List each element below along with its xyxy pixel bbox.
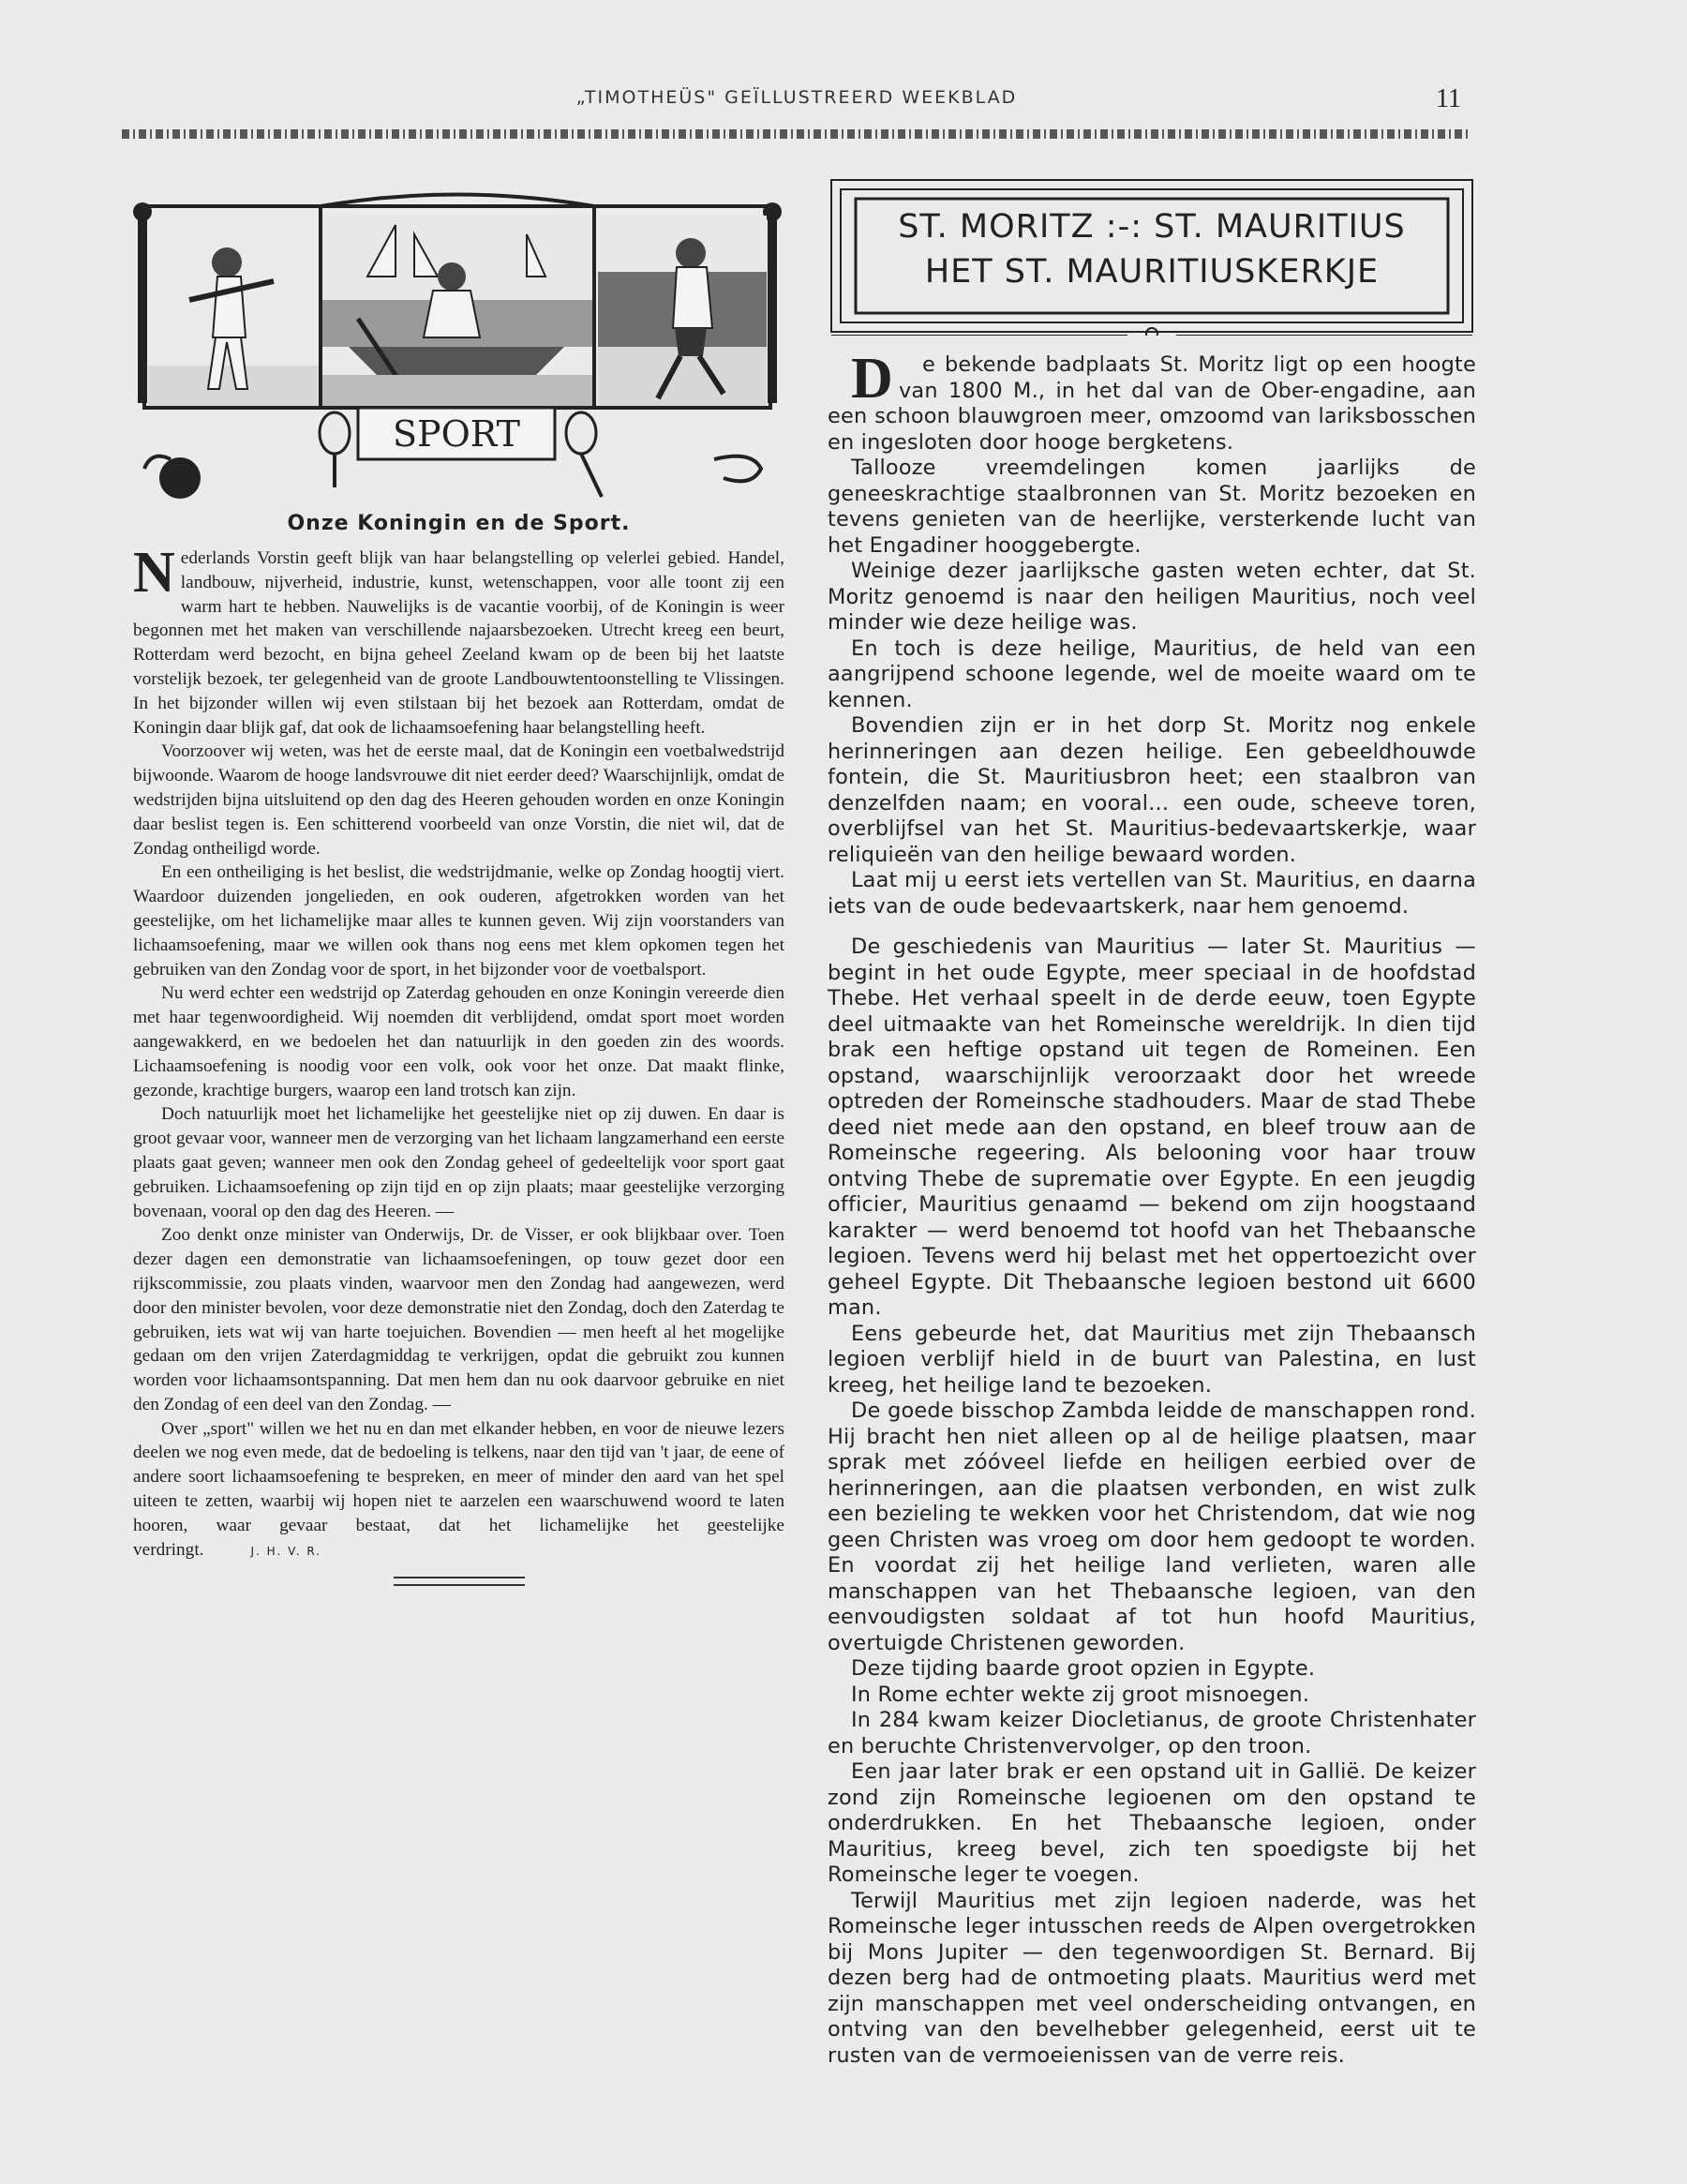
paragraph: De goede bisschop Zambda leidde de manschappen rond. Hij bracht hen niet alleen op al de heilige plaatsen, maar sprak met zóóveel liefde en heiligen eerbied over de herinneringen, aan die plaatsen verbonden, en wist zulk een bezieling te wekken voor het Christendom, dat wie nog geen Christen was vroeg om door hem gedoopt te worden. En voordat zij het heilige land verlieten, waren alle manschappen van het Thebaansche legioen, van den eenvoudigsten soldaat af tot hun hoofd Mauritius, overtuigde Christenen geworden. xyxy=(828,1399,1476,1655)
paragraph: En een ontheiliging is het beslist, die wedstrijdmanie, welke op Zondag hoogtij viert. Waardoor duizenden jongelieden, en ook ouderen, afgetrokken worden van het geestelijke, om het lichamelijke maar alles te kunnen geven. Wij zijn voorstanders van lichaamsoefening, maar we willen ook thans nog eens met klem opkomen tegen het gebruiken van den Zondag voor de sport, in het bijzonder voor de voetbalsport. xyxy=(133,862,784,980)
article-title: Onze Koningin en de Sport. xyxy=(287,512,631,535)
paragraph: Voorzoover wij weten, was het de eerste maal, dat de Koningin een voetbalwedstrijd bijwoonde. Waarom de hooge landsvrouwe dit niet eerder deed? Waarschijnlijk, omdat de wedstrijden bijna uitsluitend op den dag des Heeren gehouden worden en onze Koningin daar beslist tegen is. Een schitterend voorbeeld van onze Vorstin, die niet wil, dat de Zondag ontheiligd worde. xyxy=(133,741,784,859)
title-line-1: ST. MORITZ :-: ST. MAURITIUS xyxy=(898,208,1406,246)
article-title xyxy=(828,204,1476,294)
paragraph: Over „sport" willen we het nu en dan met elkander hebben, en voor de nieuwe lezers deelen we nog even mede, dat de bedoeling is telkens, naar den tijd van 't jaar, de eene of andere soort lichaamsoefening te bespreken, en meer of minder den aard van het spel uiteen te zetten, waarbij wij hopen niet te aarzelen een waarschuwend woord te laten hooren, waar gevaar bestaat, dat het lichamelijke het geestelijke verdringt. J. H. V. R. xyxy=(133,1418,784,1560)
dropcap: N xyxy=(133,541,175,605)
sport-banner-label: SPORT xyxy=(392,413,521,455)
paragraph: Deze tijding baarde groot opzien in Egypte. xyxy=(851,1656,1316,1681)
dropcap: D xyxy=(851,347,893,411)
paragraph: Eens gebeurde het, dat Mauritius met zijn Thebaansch legioen verblijf hield in de buurt van Palestina, en lust kreeg, het heilige land te bezoeken. xyxy=(828,1321,1476,1398)
title-line-2: HET ST. MAURITIUSKERKJE xyxy=(924,253,1380,291)
right-column xyxy=(828,176,1476,2069)
left-column xyxy=(133,187,784,1586)
paragraph: Zoo denkt onze minister van Onderwijs, Dr. de Visser, er ook blijkbaar over. Toen dezer dagen een demonstratie van lichaamsoefeningen, op touw gezet door een rijkscommissie, zou plaats vinden, waarvoor men den Zondag had aangewezen, werd door den minister bevolen, voor deze demonstratie niet den Zondag, doch den Zaterdag te gebruiken, iets wat wij van harte toejuichen. Bovendien — men heeft al het mogelijke gedaan om den vrijen Zaterdagmiddag te verkrijgen, opdat die gebruikt zou kunnen worden voor lichaamsontspanning. Dat men hem dan nu ook daarvoor gebruike en niet den Zondag of een deel van den Zondag. — xyxy=(133,1225,784,1414)
right-article-body xyxy=(828,347,1476,2069)
sport-banner-illustration xyxy=(133,187,782,506)
paragraph: En toch is deze heilige, Mauritius, de held van een aangrijpend schoone legende, wel de moeite waard om te kennen. xyxy=(828,636,1476,712)
paragraph: Tallooze vreemdelingen komen jaarlijks de geneeskrachtige staalbronnen van St. Moritz bezoeken en tevens genieten van de heerlijke, versterkende lucht van het Engadiner hooggebergte. xyxy=(828,456,1476,558)
paragraph: D e bekende badplaats St. Moritz ligt op een hoogte van 1800 M., in het dal van de Ober-engadine, aan een schoon blauwgroen meer, omzoomd van lariksbosschen en ingesloten door hooge bergketens. xyxy=(828,347,1476,455)
paragraph: In Rome echter wekte zij groot misnoegen. xyxy=(851,1682,1310,1707)
paragraph: Nederlands Vorstin geeft blijk van haar belangstelling op velerlei gebied. Handel, landbouw, nijverheid, industrie, kunst, wetenschappen, voor alle toont zij een warm hart te hebben. Nauwelijks is de vacantie voorbij, of de Koningin is weer begonnen met het maken van verschillende najaarsbezoeken. Utrecht kreeg een beurt, Rotterdam werd bezocht, en bijna geheel Zeeland kwam op de been bij het laatste vorstelijk bezoek, ter gelegenheid van de groote Landbouwtentoonstelling te Vlissingen. In het bijzonder willen wij even stilstaan bij het bezoek aan Rotterdam, omdat de Koningin daar blijk gaf, dat ook de lichaamsoefening haar belangstelling heeft. xyxy=(133,541,784,738)
end-rule xyxy=(394,1577,525,1586)
paragraph: Bovendien zijn er in het dorp St. Moritz nog enkele herinneringen aan dezen heilige. Een gebeeldhouwde fontein, die St. Mauritiusbron heet; een staalbron van denzelfden naam; en vooral... een oude, scheeve toren, overblijfsel van het St. Mauritius-bedevaartskerkje, waar reliquieën van den heilige bewaard worden. xyxy=(828,713,1476,867)
title-frame xyxy=(828,176,1476,336)
paragraph: Doch natuurlijk moet het lichamelijke het geestelijke niet op zij duwen. En daar is groot gevaar voor, wanneer men de verzorging van het lichaam langzamerhand een eerste plaats gaat geven; wanneer men ook den Zondag geheel of gedeeltelijk voor sport gaat gebruiken. Lichaamsoefening op zijn tijd en op zijn plaats; maar geestelijke verzorging bovenaan, vooral op den dag des Heeren. — xyxy=(133,1104,784,1221)
paragraph: Nu werd echter een wedstrijd op Zaterdag gehouden en onze Koningin vereerde dien met haar tegenwoordigheid. Wij noemden dit verblijdend, omdat sport moet worden aangewakkerd, en we bedoelen het dan natuurlijk in den goeden zin des woords. Lichaamsoefening is noodig voor een volk, ook voor het onze. Dat maakt flinke, gezonde, krachtige burgers, waarop een land trotsch kan zijn. xyxy=(133,983,784,1100)
paragraph: Weinige dezer jaarlijksche gasten weten echter, dat St. Moritz genoemd is naar den heiligen Mauritius, noch veel minder wie deze heilige was. xyxy=(828,559,1476,635)
page-number: 11 xyxy=(1436,84,1461,113)
author-signature: J. H. V. R. xyxy=(250,1544,322,1558)
paragraph: Terwijl Mauritius met zijn legioen naderde, was het Romeinsche leger intusschen reeds de Alpen overgetrokken bij Mons Jupiter — den tegenwoordigen St. Bernard. Bij dezen berg had de ontmoeting plaats. Mauritius werd met zijn manschappen met veel onderscheiding ontvangen, en ontving van den bevelhebber gelegenheid, eerst uit te rusten van de vermoeienissen van de verre reis. xyxy=(828,1888,1476,2068)
left-article-body xyxy=(133,541,784,1563)
paragraph: Een jaar later brak er een opstand uit in Gallië. De keizer zond zijn Romeinsche legioenen om den opstand te onderdrukken. En het Thebaansche legioen, onder Mauritius, kreeg bevel, zich ten spoedigste bij het Romeinsche leger te voegen. xyxy=(828,1759,1476,1887)
paragraph: In 284 kwam keizer Diocletianus, de groote Christenhater en beruchte Christenvervolger, op den troon. xyxy=(828,1708,1476,1758)
paragraph: De geschiedenis van Mauritius — later St. Mauritius — begint in het oude Egypte, meer speciaal in de hoofdstad Thebe. Het verhaal speelt in de derde eeuw, toen Egypte deel uitmaakte van het Romeinsche wereldrijk. In dien tijd brak een heftige opstand uit tegen de Romeinen. Een opstand, waarschijnlijk veroorzaakt door het wreede optreden der Romeinsche stadhouders. Maar de stad Thebe deed niet mede aan den opstand, en bleef trouw aan de Romeinsche regeering. Als belooning voor haar trouw ontving Thebe de suprematie over Egypte. En een jeugdig officier, Mauritius genaamd — bekend om zijn hoogstaand karakter — werd benoemd tot hoofd van het Thebaansche legioen. Tevens werd hij belast met het oppertoezicht over geheel Egypte. Dit Thebaansche legioen bestond uit 6600 man. xyxy=(828,935,1476,1320)
ornamental-rule xyxy=(122,129,1471,139)
running-header: „TIMOTHEÜS" GEÏLLUSTREERD WEEKBLAD xyxy=(575,87,1018,108)
paragraph: Laat mij u eerst iets vertellen van St. Mauritius, en daarna iets van de oude bedevaartskerk, naar hem genoemd. xyxy=(828,868,1476,919)
